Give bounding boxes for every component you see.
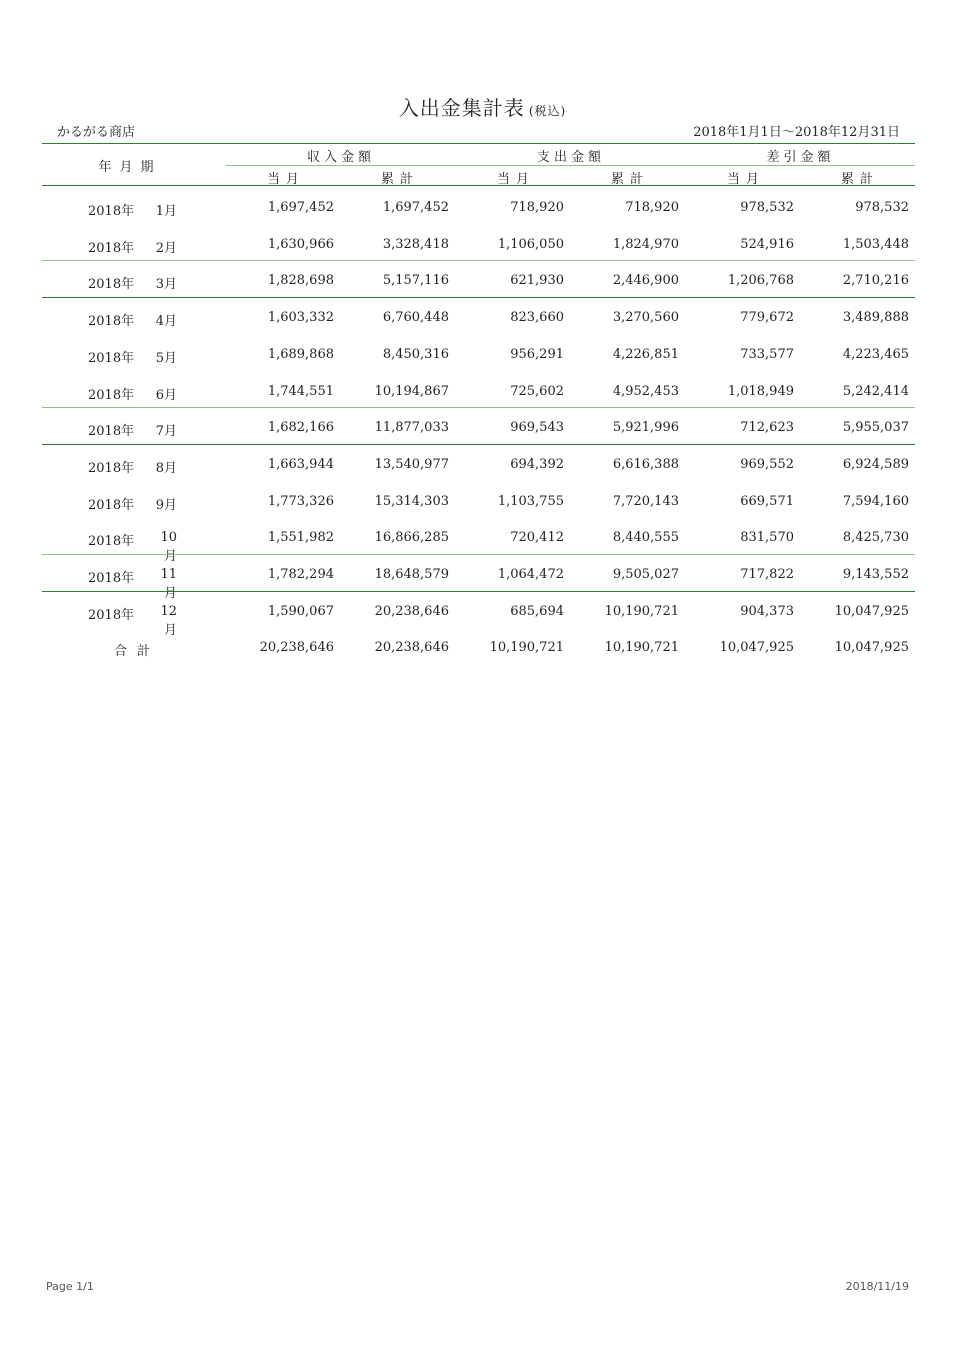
row-separator [42,407,915,408]
header-income-cumulative: 累計 [380,172,419,187]
header-difference-current: 当月 [726,172,765,187]
header-top-line [42,143,915,144]
cell-inc-cur: 1,590,067 [267,603,334,619]
row-year: 2018年 [88,534,135,550]
row-year: 2018年 [88,460,135,476]
row-month: 2月 [155,240,177,256]
header-income: 収入金額 [306,150,375,165]
cell-inc-cur: 1,682,166 [267,420,334,436]
cell-inc-cum: 15,314,303 [374,493,449,509]
row-month: 8月 [155,460,177,476]
cell-diff-cur: 904,373 [740,603,794,619]
cell-diff-cum: 6,924,589 [842,456,909,472]
cell-diff-cur: 831,570 [740,530,794,546]
cell-exp-cur: 718,920 [510,200,564,215]
cell-exp-cur: 725,602 [510,383,564,399]
cell-inc-cum: 6,760,448 [382,310,449,326]
cell-diff-cum: 9,143,552 [842,567,909,582]
row-year: 2018年 [88,497,135,513]
row-year: 2018年 [88,277,135,293]
quarter-separator [42,444,915,445]
page-title [0,92,965,121]
row-year: 2018年 [88,607,135,623]
cell-inc-cur: 1,689,868 [267,346,334,362]
title-tax-note: (税込) [528,104,567,118]
cell-diff-cur: 669,571 [740,493,794,509]
table-row [42,410,915,446]
table-row [42,190,915,226]
table-row [42,300,915,336]
total-row [42,630,915,666]
header-expense-cumulative: 累計 [610,172,649,187]
cell-diff-cur: 524,916 [740,236,794,252]
total-diff-cur: 10,047,925 [719,640,794,656]
title-text: 入出金集計表 [398,96,525,120]
cell-inc-cur: 1,782,294 [267,567,334,582]
table-row [42,227,915,263]
cell-exp-cur: 956,291 [510,346,564,362]
cell-diff-cum: 5,955,037 [842,420,909,436]
cell-exp-cur: 694,392 [510,456,564,472]
cell-inc-cum: 8,450,316 [382,346,449,362]
cell-exp-cur: 685,694 [510,603,564,619]
cell-inc-cum: 10,194,867 [374,383,449,399]
quarter-separator [42,591,915,592]
cell-inc-cum: 11,877,033 [374,420,449,436]
cell-inc-cur: 1,603,332 [267,310,334,326]
cell-exp-cur: 1,103,755 [497,493,564,509]
row-year: 2018年 [88,387,135,403]
cell-inc-cur: 1,630,966 [267,236,334,252]
cell-diff-cum: 10,047,925 [834,603,909,619]
cell-diff-cum: 3,489,888 [842,310,909,326]
cell-exp-cur: 621,930 [510,273,564,289]
row-year: 2018年 [88,571,135,586]
cell-exp-cum: 6,616,388 [612,456,679,472]
row-month: 12月 [160,603,177,638]
cell-inc-cur: 1,663,944 [267,456,334,472]
cell-inc-cur: 1,551,982 [267,530,334,546]
cell-exp-cum: 9,505,027 [612,567,679,582]
cell-exp-cur: 720,412 [510,530,564,546]
header-expense: 支出金額 [536,150,605,165]
cell-diff-cum: 5,242,414 [842,383,909,399]
row-year: 2018年 [88,314,135,330]
cell-inc-cur: 1,697,452 [267,200,334,215]
page-number: Page 1/1 [46,1280,94,1293]
cell-diff-cum: 8,425,730 [842,530,909,546]
cell-diff-cum: 7,594,160 [842,493,909,509]
row-year: 2018年 [88,350,135,366]
cell-exp-cum: 5,921,996 [612,420,679,436]
cell-diff-cum: 2,710,216 [842,273,909,289]
cell-diff-cum: 1,503,448 [842,236,909,252]
total-diff-cum: 10,047,925 [834,640,909,656]
total-exp-cur: 10,190,721 [489,640,564,656]
cell-inc-cum: 20,238,646 [374,603,449,619]
cell-exp-cum: 2,446,900 [612,273,679,289]
cell-exp-cum: 10,190,721 [604,603,679,619]
table-row [42,374,915,410]
cell-exp-cum: 8,440,555 [612,530,679,546]
header-mid-line [226,165,915,166]
row-year: 2018年 [88,204,135,219]
table-row [42,557,915,601]
cell-exp-cur: 823,660 [510,310,564,326]
total-inc-cur: 20,238,646 [259,640,334,656]
cell-exp-cur: 1,064,472 [497,567,564,582]
row-month: 1月 [155,204,177,219]
row-month: 9月 [155,497,177,513]
cell-diff-cur: 712,623 [740,420,794,436]
quarter-separator [42,297,915,298]
row-separator [42,554,915,555]
cell-inc-cur: 1,744,551 [267,383,334,399]
table-row [42,447,915,483]
row-month: 6月 [155,387,177,403]
header-difference: 差引金額 [766,150,835,165]
cell-exp-cur: 1,106,050 [497,236,564,252]
total-exp-cum: 10,190,721 [604,640,679,656]
cell-diff-cur: 779,672 [740,310,794,326]
row-month: 11月 [160,567,177,601]
report-period: 2018年1月1日～2018年12月31日 [693,125,900,140]
cell-inc-cum: 18,648,579 [374,567,449,582]
row-month: 3月 [155,277,177,293]
cell-inc-cum: 3,328,418 [382,236,449,252]
cell-inc-cum: 5,157,116 [382,273,449,289]
table-row [42,594,915,638]
header-period: 年月期 [98,160,162,175]
cell-diff-cur: 717,822 [740,567,794,582]
cell-exp-cum: 7,720,143 [612,493,679,509]
table-row [42,337,915,373]
cell-diff-cur: 1,206,768 [727,273,794,289]
cell-exp-cum: 1,824,970 [612,236,679,252]
cell-exp-cum: 3,270,560 [612,310,679,326]
table-row [42,520,915,565]
cell-inc-cur: 1,773,326 [267,493,334,509]
cell-exp-cum: 4,226,851 [612,346,679,362]
cell-diff-cur: 969,552 [740,456,794,472]
cell-inc-cum: 16,866,285 [374,530,449,546]
cell-diff-cur: 1,018,949 [727,383,794,399]
cell-exp-cum: 4,952,453 [612,383,679,399]
row-month: 7月 [155,424,177,440]
print-date: 2018/11/19 [845,1280,909,1293]
cell-diff-cum: 4,223,465 [842,346,909,362]
cell-diff-cur: 978,532 [740,200,794,215]
row-month: 10月 [160,530,177,565]
table-row [42,484,915,520]
row-year: 2018年 [88,240,135,256]
cell-inc-cum: 1,697,452 [382,200,449,215]
header-expense-current: 当月 [496,172,535,187]
cell-diff-cum: 978,532 [855,200,909,215]
cell-exp-cur: 969,543 [510,420,564,436]
header-difference-cumulative: 累計 [840,172,879,187]
row-month: 5月 [155,350,177,366]
table-row [42,263,915,299]
row-year: 2018年 [88,424,135,440]
total-inc-cum: 20,238,646 [374,640,449,656]
cell-inc-cum: 13,540,977 [374,456,449,472]
cell-exp-cum: 718,920 [625,200,679,215]
cell-diff-cur: 733,577 [740,346,794,362]
header-income-current: 当月 [266,172,305,187]
cell-inc-cur: 1,828,698 [267,273,334,289]
row-separator [42,260,915,261]
company-name: かるがる商店 [57,125,136,140]
total-label: 合計 [114,644,161,660]
row-month: 4月 [155,314,177,330]
